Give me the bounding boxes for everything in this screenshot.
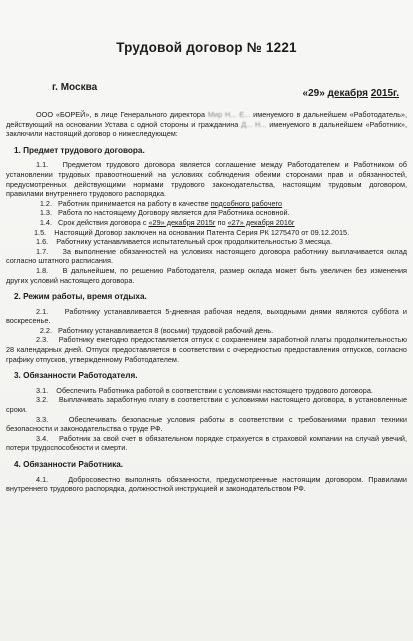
clause-number: 2.3. [36,335,49,345]
document-title: Трудовой договор № 1221 [116,40,297,55]
clause-3-4 [6,434,407,453]
clause-text: Настоящий Договор заключен на основании Патента Серия РК 1275470 от 09.12.2015. [54,227,350,237]
clause-number: 1.2. [39,198,52,208]
clause-number: 2.2. [39,325,52,335]
section-heading-2: 2. Режим работы, время отдыха. [14,292,147,302]
clause-text: Работнику устанавливается 5-дневная рабочая неделя, выходными днями являются суббота и воскресенье. [6,306,408,326]
end-date: «27» декабря 2016г [227,217,295,227]
clause-number: 1.3. [39,208,52,218]
clause-text: Обеспечить Работника работой в соответствии с условиями настоящего трудового договора. [56,385,373,395]
clause-1-7 [6,247,407,266]
clause-number: 1.4. [39,217,52,227]
clause-1-4 [6,218,407,228]
document-date [303,88,399,99]
clause-1-6 [6,237,407,247]
clause-number: 1.6. [36,237,49,247]
clause-1-3 [6,208,407,218]
clause-text: Работа по настоящему Договору является для Работника основной. [58,208,290,218]
clause-number: 1.5. [34,227,47,237]
clause-number: 2.1. [36,306,49,316]
clause-1-2 [6,199,407,209]
date-month: декабря [327,88,369,99]
redacted-name-1: Мир Н... Е... [207,110,251,119]
clause-text: Обеспечивать безопасные условия работы в соответствии с требованиями правил техники безопасности и законодательства о труде РФ. [6,414,408,434]
document-city: г. Москва [52,82,98,93]
section-heading-3: 3. Обязанности Работодателя. [14,371,138,381]
clause-text [58,199,407,209]
clause-1-5 [6,228,407,238]
clause-text-part: по [217,217,226,227]
date-day: «29» [302,88,325,99]
clause-1-1 [6,160,407,198]
clause-3-1 [6,386,407,396]
clause-text: Работнику ежегодно предоставляется отпуск с сохранением заработной платы продолжительностью 28 календарных дней. Отпуск предоставляется в соответствии с очередностью предоставления отпусков, согласно графику отпусков, утвержденному Работодателем. [6,335,408,364]
clause-number: 3.4. [36,433,49,443]
preamble [6,110,407,139]
section-heading-1: 1. Предмет трудового договора. [14,145,145,155]
clause-text: В дальнейшем, по решению Работодателя, размер оклада может быть увеличен без изменения других условий настоящего договора. [6,265,408,285]
clause-text-part: Работник принимается на работу в качестве [58,198,209,208]
clause-number: 4.1. [36,474,49,484]
clause-2-3 [6,335,407,364]
position-title: подсобного рабочего [210,198,283,208]
clause-number: 1.7. [36,246,49,256]
clause-number: 3.2. [36,395,49,405]
clause-1-8 [6,266,407,285]
clause-text [58,218,407,228]
clause-number: 1.8. [36,265,49,275]
preamble-part-1: ООО «БОРЕЙ», в лице Генерального директора [36,110,206,119]
clause-2-2 [6,326,407,336]
clause-text: Работник за свой счет в обязательном порядке страхуется в страховой компании на случай увечий, потери трудоспособности и смерти. [6,433,408,453]
clause-number: 1.1. [36,160,49,170]
document-body [6,110,407,494]
clause-text: Работнику устанавливается 8 (восьми) трудовой рабочий день. [58,325,274,335]
clause-text: За выполнение обязанностей на условиях настоящего договора работнику выплачивается оклад согласно штатного расписания. [6,246,408,266]
clause-text: Работнику устанавливается испытательный срок продолжительностью 3 месяца. [56,237,333,247]
preamble-part-2: именуемого в дальнейшем «Работодатель», действующий на основании Устава с одной стороны и гражданина [6,110,408,129]
date-year: 2015г. [370,88,399,99]
clause-4-1 [6,475,407,494]
clause-text: Добросовестно выполнять обязанности, предусмотренные настоящим договором. Правилами внутреннего трудового распорядка, должностной инструкцией и законодательством РФ. [6,474,407,494]
redacted-name-2: Д... Н... [241,119,267,129]
clause-3-2 [6,395,407,414]
clause-2-1 [6,307,407,326]
clause-number: 3.1. [36,385,49,395]
clause-text: Предметом трудового договора является соглашение между Работодателем и Работником об установлении трудовых правоотношений на условиях соблюдения обеими сторонами прав и обязанностей, предусмотренных действующими нормами трудового законодательства, настоящим трудовым договором, правилами внутреннего трудового распорядка. [6,160,407,199]
section-heading-4: 4. Обязанности Работника. [14,460,124,469]
clause-3-3 [6,415,407,434]
clause-text: Выплачивать заработную плату в соответствии с условиями настоящего договора, в установленные сроки. [6,395,408,415]
start-date: «29» декабря 2015г [148,217,216,227]
clause-text-part: Срок действия договора с [58,217,147,227]
preamble-part-3: именуемого в дальнейшем «Работник», заключили настоящий договор о нижеследующем: [6,119,408,139]
clause-number: 3.3. [36,414,49,424]
